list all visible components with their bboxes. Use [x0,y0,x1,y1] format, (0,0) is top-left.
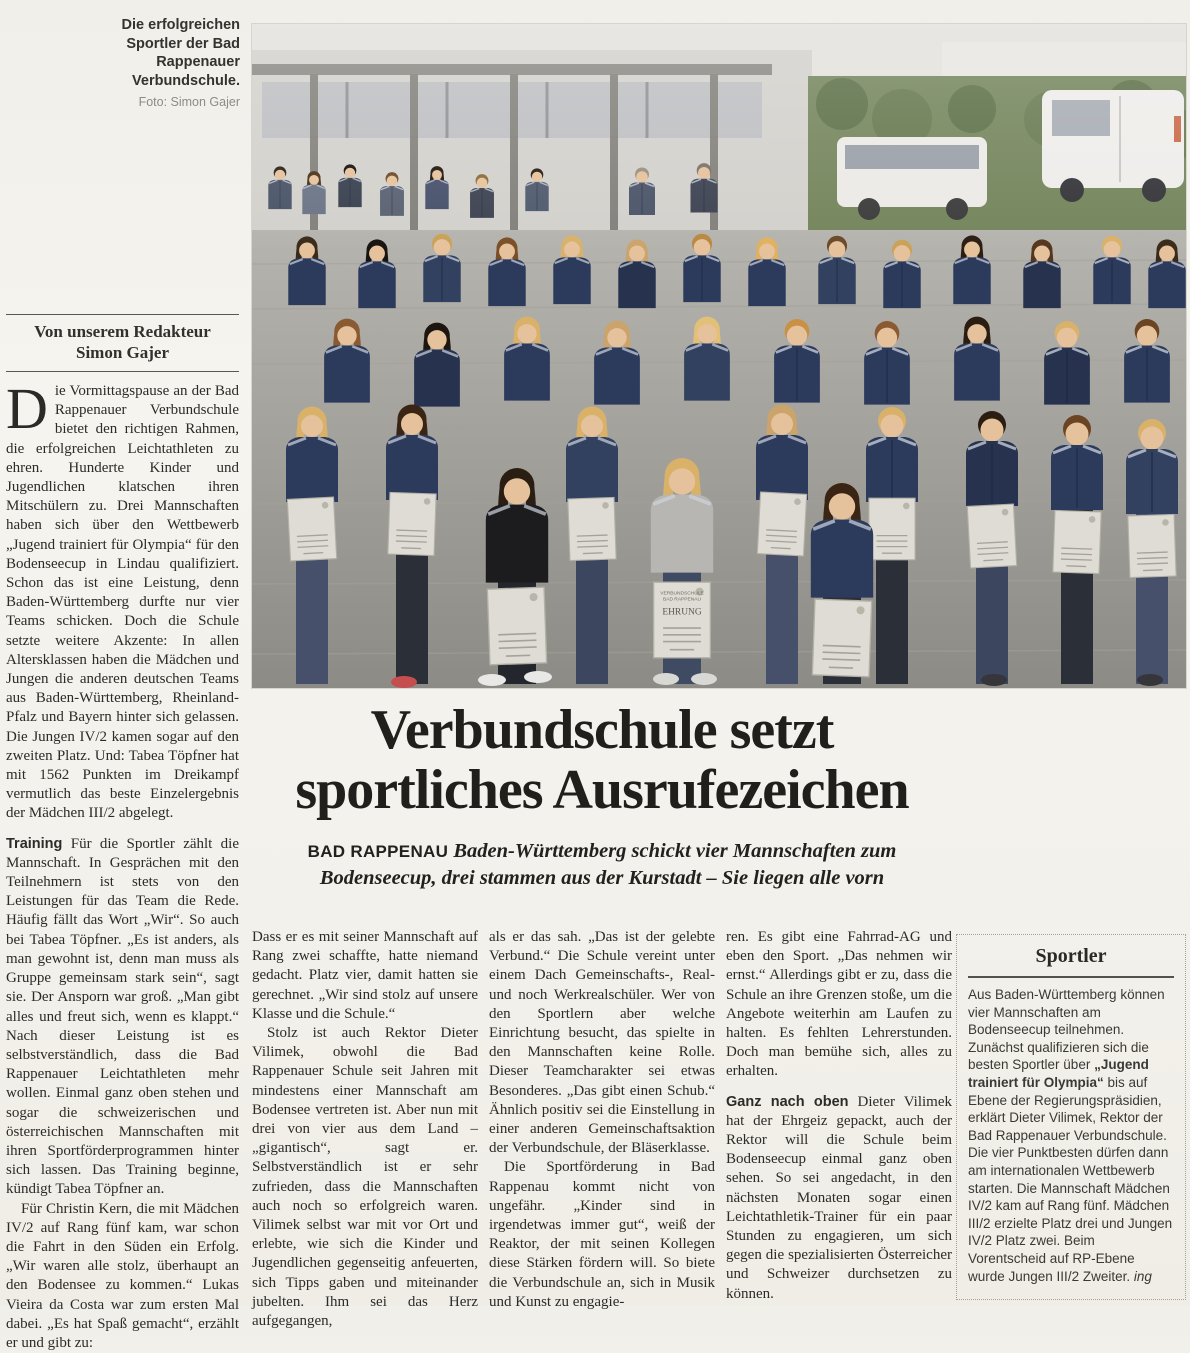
infobox-title: Sportler [968,945,1174,978]
paragraph-lead-training: Training [6,835,63,852]
byline-line1: Von unserem Redakteur [34,322,211,341]
paragraph-c2p1: als er das sah. „Das ist der gelebte Verbund.“ Die Schule vereint unter einem Dach Gemeinschafts-, Real- und noch Werkrealschüler. Wer von den Sportlern aber welche Einrichtung besucht, das spielte in den Mannschaften keine Rolle. Dieser Teamcharakter sei etwas Besonderes. „Das gibt einen Schub.“ Ähnlich positiv sei die Einstellung in einer anderen Gemeinschaftsaktion der Verbundschule, der Bläserklasse. [489,929,715,1157]
certificate-school-line1: VERBUNDSCHULE [660,591,704,597]
kicker [252,838,952,891]
paragraph-c2p2: Die Sportförderung in Bad Rappenau kommt nicht von ungefähr. „Kinder sind in irgendetwas immer gut“, weiß der Reaktor, der mit seinen Kollegen diese Stärken fördern will. So biete die Verbundschule an, sich in Musik und Kunst zu engagie- [489,1159,715,1310]
infobox-author-sig: ing [1133,1268,1152,1284]
left-article-text [6,376,239,1353]
infobox-sportler [956,934,1186,1300]
kicker-text: Baden-Württemberg schickt vier Mannschaften zum Bodenseecup, drei stammen aus der Kurstadt – Sie liegen alle vorn [319,840,897,889]
paragraph-lead-ganz-nach-oben: Ganz nach oben [726,1093,849,1110]
paragraph-c3p2-text: Dieter Vilimek hat der Ehrgeiz gepackt, auch der Rektor will die Schule beim Bodenseecup einmal ganz oben sehen. So sei angedacht, in den nächsten Monaten sogar einen Leichtathletik-Trainer für ein paar Stunden zu engagieren, um sich gegen die spezialisierten Österreicher und Schweizer durchsetzen zu können. [726,1093,952,1302]
kicker-location: BAD RAPPENAU [307,842,449,861]
infobox-text-before: Aus Baden-Württemberg können vier Mannschaften am Bodenseecup teilnehmen. Zunächst qualifizieren sich die besten Sportler über [968,987,1165,1073]
group-photo [252,24,1186,688]
drop-cap: D [6,376,48,441]
body-columns [252,928,952,1331]
photo-caption-text: Die erfolgreichen Sportler der Bad Rappenauer Verbundschule. [121,17,240,89]
infobox-text [968,986,1174,1285]
certificate-title: EHRUNG [662,607,702,618]
article-photo [252,24,1186,688]
kicker-text-wrap [282,838,922,891]
infobox-bold-phrase: „Jugend trainiert für Olympia“ [968,1057,1149,1090]
paragraph-c3p1: ren. Es gibt eine Fahrrad-AG und eben den Sport. „Das nehmen wir ernst.“ Allerdings gibt er zu, dass die Schule an ihre Grenzen stoße, um die Angebote weiterhin am Laufen zu halten. Es fehlten Lehrerstunden. Doch man bemühe sich, alles zu erhalten. [726,929,952,1080]
headline-line1: Verbundschule setzt [370,699,834,761]
byline-line2: Simon Gajer [75,343,170,362]
paragraph-c1p1: Dass er es mit seiner Mannschaft auf Rang zwei schaffte, hatte niemand gedacht. Platz vier, damit hatten sie gerechnet. „Wir sind stolz auf unsere Klasse und die Schule.“ [252,929,478,1022]
headline-line2: sportliches Ausrufezeichen [295,759,909,821]
byline [6,314,239,372]
paragraph-c3p2 [726,1093,952,1304]
paragraph-c1p2: Stolz ist auch Rektor Dieter Vilimek, obwohl die Bad Rappenauer Schule seit Jahren mit mindestens einer Mannschaft am Bodensee vertreten ist. Aber nun mit drei von vier aus dem Land – „gigantisch“, sagt er. Selbstverständlich ist er sehr zufrieden, dass die Mannschaften auch noch so erfolgreich waren. Vilimek selbst war mit vor Ort und erlebte, wie sich die Kinder und Jugendlichen gegenseitig anfeuerten, sich Tipps gaben und miteinander jubelten. Ihm sei das Herz aufgegangen, [252,1025,478,1330]
photo-caption [110,16,240,112]
paragraph-intro-text: ie Vormittagspause an der Bad Rappenauer Verbundschule bietet den richtigen Rahmen, die erfolgreichen Leichtathleten zu ehren. Hunderte Kinder und Jugendlichen klatschen ihren Mitschülern zu. Drei Mannschaften haben sich über den Wettbewerb „Jugend trainiert für Olympia“ für den Bodenseecup in Lindau qualifiziert. Schon das ist eine Leistung, denn Baden-Württemberg durfte nur vier Teams schicken. Doch die Schule setzte weitere Akzente: In allen Altersklassen haben die Mädchen und Jungen die anderen deutschen Teams aus Baden-Württemberg, Rheinland-Pfalz und Bayern hinter sich gelassen. Die Jungen IV/2 kamen sogar auf den zweiten Platz. Und: Tabea Töpfner hat mit 1562 Punkten im Dreikampf vermutlich das beste Einzelergebnis der Mädchen III/2 abgelegt. [6,383,239,822]
left-column [6,314,239,1353]
paragraph-training [6,835,239,1200]
infobox-text-after: bis auf Ebene der Regierungspräsidien, erklärt Dieter Vilimek, Rektor der Bad Rappenauer Verbundschule. Die vier Punktbesten dürfen dann am internationalen Wettbewerb starten. Die Mannschaft Mädchen IV/2 kam auf Rang fünf. Mädchen III/2 erzielte Platz drei und Jungen IV/2 Platz zwei. Beim Vorentscheid auf RP-Ebene wurde Jungen III/2 Zweiter. [968,1074,1173,1284]
body-column-2 [489,928,715,1331]
body-column-3 [726,928,952,1331]
photo-credit: Foto: Simon Gajer [138,95,240,109]
headline [252,700,952,820]
body-column-1 [252,928,478,1331]
paragraph-training-text: Für die Sportler zählt die Mannschaft. In Gesprächen mit den Teilnehmern ist stets von den Leistungen für das Team die Rede. Häufig fällt das Wort „Wir“. So auch bei Tabea Töpfner. „Es ist anders, als man gewohnt ist, denn man muss als Gruppe gemeinsam stark sein“, sagt sie. Der Ansporn war groß. „Man gibt alles und freut sich, wenn es klappt.“ Nach dieser Leistung ist es selbstverständlich, dass die Bad Rappenauer Leichtathleten mehr wollen. Einmal ganz oben stehen und sogar die schweizerischen und österreichischen Mannschaften mit ihren Sportförderprogrammen hinter sich lassen. Das Training beginne, kündigt Tabea Töpfner an. [6,835,239,1198]
paragraph-intro [6,376,239,824]
certificate-school-line2: BAD RAPPENAU [662,597,702,603]
paragraph-christin: Für Christin Kern, die mit Mädchen IV/2 auf Rang fünf kam, war schon die Fahrt in den Süden ein Erfolg. „Wir waren alle stolz, überhaupt an den Bodensee zu kommen.“ Lukas Vieira da Costa war zum ersten Mal dabei. „Es hat Spaß gemacht“, erzählt er und gibt zu: [6,1200,239,1351]
